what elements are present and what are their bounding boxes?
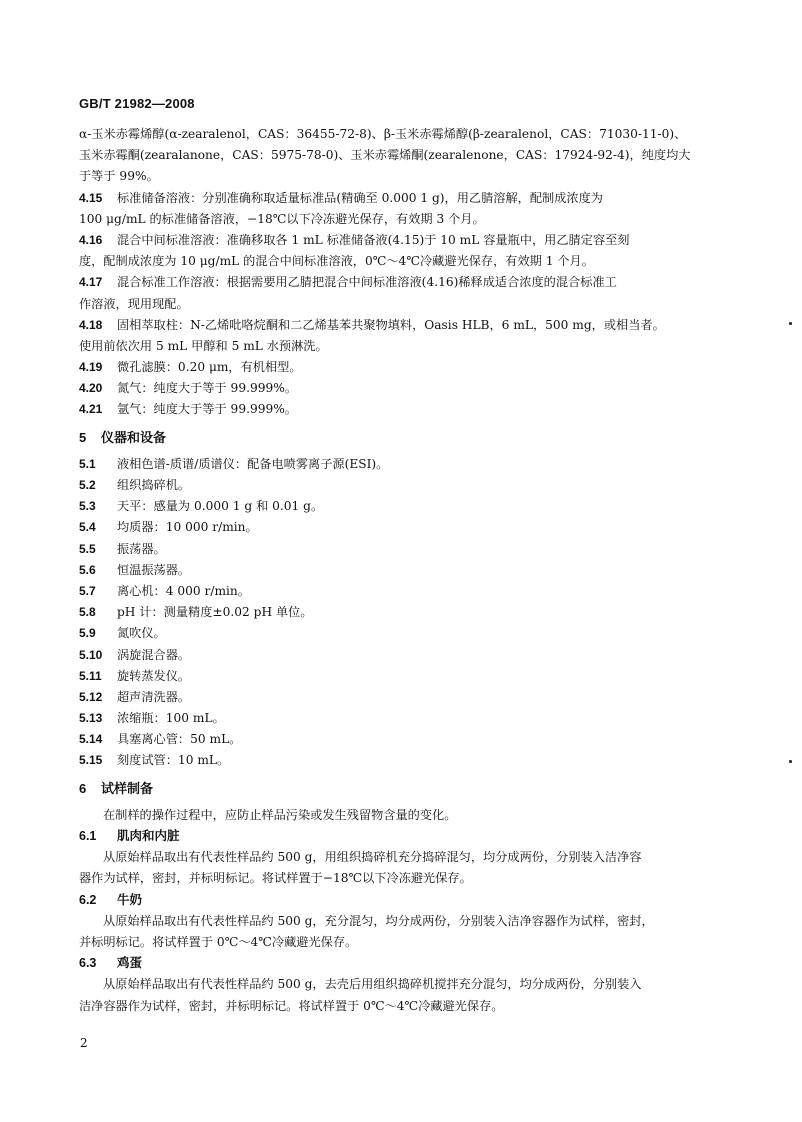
scan-speck xyxy=(789,322,792,325)
clause-number: 5.10 xyxy=(79,647,103,662)
clause-text: 固相萃取柱：N-乙烯吡咯烷酮和二乙烯基苯共聚物填料，Oasis HLB，6 mL，500 mg，或相当者。 xyxy=(117,317,665,332)
subclause-6-1-text-cont: 器作为试样，密封，并标明标记。将试样置于−18℃以下冷冻避光保存。 xyxy=(79,871,472,886)
clause-4-19 xyxy=(79,357,719,378)
section-6-heading xyxy=(79,778,719,799)
subclause-6-3-text-cont: 洁净容器作为试样，密封，并标明标记。将试样置于 0℃～4℃冷藏避光保存。 xyxy=(79,998,504,1013)
subclause-number: 6.2 xyxy=(79,892,97,907)
intro-line: 于等于 99%。 xyxy=(79,169,159,184)
section-number: 5 xyxy=(79,429,87,445)
subclause-number: 6.1 xyxy=(79,829,97,843)
clause-text: 恒温振荡器。 xyxy=(117,562,191,577)
clause-4-18-cont: 使用前依次用 5 mL 甲醇和 5 mL 水预淋洗。 xyxy=(79,338,328,353)
clause-text: 氩气：纯度大于等于 99.999%。 xyxy=(117,402,297,417)
clause-5-3 xyxy=(79,496,719,517)
subclause-6-2-text-cont: 并标明标记。将试样置于 0℃～4℃冷藏避光保存。 xyxy=(79,934,358,949)
clause-number: 5.14 xyxy=(79,732,103,747)
subclause-6-1-heading xyxy=(79,826,719,847)
subclause-6-2-heading xyxy=(79,890,719,911)
clause-4-16 xyxy=(79,230,719,251)
clause-number: 5.3 xyxy=(79,499,96,514)
clause-text: 氮吹仪。 xyxy=(117,626,166,641)
subclause-6-1-text: 从原始样品取出有代表性样品约 500 g，用组织捣碎机充分捣碎混匀，均分成两份，分别装入洁净容 xyxy=(103,850,642,865)
subclause-6-2-text: 从原始样品取出有代表性样品约 500 g，充分混匀，均分成两份，分别装入洁净容器作为试样，密封， xyxy=(103,913,654,928)
subclause-title: 肌肉和内脏 xyxy=(117,829,180,843)
clause-text: 混合中间标准溶液：准确移取各 1 mL 标准储备液(4.15)于 10 mL 容量瓶中，用乙腈定容至刻 xyxy=(117,232,630,247)
clause-number: 4.19 xyxy=(79,360,103,375)
clause-5-14 xyxy=(79,729,719,750)
clause-text: 超声清洗器。 xyxy=(117,689,191,704)
section-6-intro: 在制样的操作过程中，应防止样品污染或发生残留物含量的变化。 xyxy=(103,807,457,822)
clause-number: 5.11 xyxy=(79,668,102,683)
clause-number: 4.20 xyxy=(79,381,103,396)
clause-number: 5.15 xyxy=(79,753,103,768)
clause-4-15-cont: 100 μg/mL 的标准储备溶液，−18℃以下冷冻避光保存，有效期 3 个月。 xyxy=(79,211,485,226)
clause-text: 旋转蒸发仪。 xyxy=(117,668,191,683)
clause-5-4 xyxy=(79,517,719,538)
page-content xyxy=(79,124,719,1017)
clause-number: 4.17 xyxy=(79,275,103,290)
clause-text: 液相色谱-质谱/质谱仪：配备电喷雾离子源(ESI)。 xyxy=(117,456,389,471)
section-number: 6 xyxy=(79,780,87,796)
clause-4-16-cont: 度，配制成浓度为 10 μg/mL 的混合中间标准溶液，0℃～4℃冷藏避光保存，有效期 1 个月。 xyxy=(79,254,594,269)
clause-number: 5.6 xyxy=(79,562,96,577)
clause-number: 5.13 xyxy=(79,711,103,726)
clause-5-1 xyxy=(79,454,719,475)
clause-text: 天平：感量为 0.000 1 g 和 0.01 g。 xyxy=(117,499,324,514)
clause-text: 涡旋混合器。 xyxy=(117,647,191,662)
intro-line: α-玉米赤霉烯醇(α-zearalenol，CAS：36455-72-8)、β-玉米赤霉烯醇(β-zearalenol，CAS：71030-11-0)、 xyxy=(79,127,687,141)
section-5-heading xyxy=(79,427,719,448)
clause-text: 离心机：4 000 r/min。 xyxy=(117,583,250,598)
clause-5-7 xyxy=(79,581,719,602)
clause-4-15 xyxy=(79,188,719,209)
clause-text: 浓缩瓶：100 mL。 xyxy=(117,711,225,726)
clause-number: 5.8 xyxy=(79,605,96,620)
clause-number: 5.4 xyxy=(79,520,96,535)
clause-number: 4.21 xyxy=(79,402,103,417)
clause-5-11 xyxy=(79,666,719,687)
section-title: 试样制备 xyxy=(101,780,154,796)
clause-5-9 xyxy=(79,623,719,644)
standard-code-header: GB/T 21982—2008 xyxy=(79,96,195,111)
clause-5-5 xyxy=(79,539,719,560)
clause-4-18 xyxy=(79,315,719,336)
clause-number: 5.1 xyxy=(79,456,96,471)
subclause-title: 牛奶 xyxy=(117,892,143,907)
clause-number: 5.5 xyxy=(79,541,96,556)
clause-text: 氮气：纯度大于等于 99.999%。 xyxy=(117,381,297,396)
page-number: 2 xyxy=(80,1036,88,1050)
scan-speck xyxy=(789,760,792,763)
clause-4-20 xyxy=(79,378,719,399)
clause-5-2 xyxy=(79,475,719,496)
section-title: 仪器和设备 xyxy=(101,429,167,445)
clause-text: 具塞离心管：50 mL。 xyxy=(117,732,242,747)
clause-number: 4.18 xyxy=(79,317,103,332)
clause-number: 5.12 xyxy=(79,689,103,704)
clause-5-15 xyxy=(79,750,719,771)
clause-number: 4.16 xyxy=(79,232,103,247)
clause-4-21 xyxy=(79,399,719,420)
clause-4-17 xyxy=(79,272,719,293)
clause-4-17-cont: 作溶液，现用现配。 xyxy=(79,296,189,311)
clause-5-12 xyxy=(79,687,719,708)
clause-text: 刻度试管：10 mL。 xyxy=(117,753,230,768)
subclause-number: 6.3 xyxy=(79,956,97,971)
clause-5-10 xyxy=(79,645,719,666)
subclause-title: 鸡蛋 xyxy=(117,956,143,971)
clause-5-13 xyxy=(79,708,719,729)
clause-text: 混合标准工作溶液：根据需要用乙腈把混合中间标准溶液(4.16)稀释成适合浓度的混合标准工 xyxy=(117,275,617,290)
clause-5-6 xyxy=(79,560,719,581)
clause-text: 振荡器。 xyxy=(117,541,166,556)
intro-line: 玉米赤霉酮(zearalanone，CAS：5975-78-0)、玉米赤霉烯酮(zearalenone，CAS：17924-92-4)，纯度均大 xyxy=(79,148,691,163)
clause-text: 微孔滤膜：0.20 μm，有机相型。 xyxy=(117,360,302,375)
clause-5-8 xyxy=(79,602,719,623)
clause-number: 4.15 xyxy=(79,190,103,205)
clause-number: 5.2 xyxy=(79,478,96,492)
subclause-6-3-text: 从原始样品取出有代表性样品约 500 g，去壳后用组织捣碎机搅拌充分混匀，均分成两份，分别装入 xyxy=(103,977,642,992)
clause-number: 5.9 xyxy=(79,626,96,641)
clause-text: 均质器：10 000 r/min。 xyxy=(117,520,258,535)
clause-text: 组织捣碎机。 xyxy=(117,478,191,492)
clause-text: 标准储备溶液：分别准确称取适量标准品(精确至 0.000 1 g)，用乙腈溶解，配制成浓度为 xyxy=(117,190,603,205)
clause-text: pH 计：测量精度±0.02 pH 单位。 xyxy=(117,605,313,620)
subclause-6-3-heading xyxy=(79,953,719,974)
clause-number: 5.7 xyxy=(79,583,96,598)
